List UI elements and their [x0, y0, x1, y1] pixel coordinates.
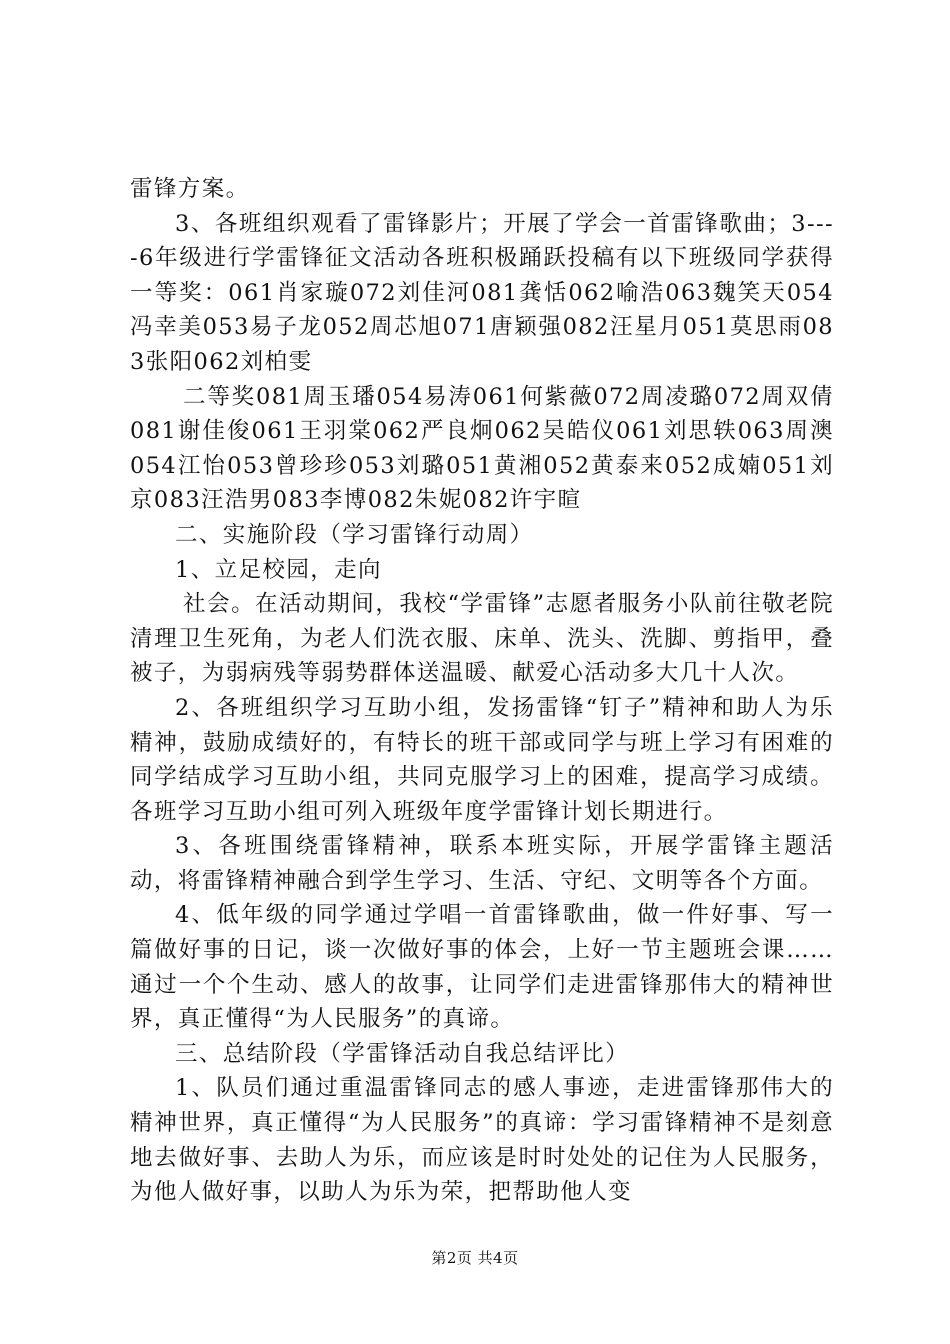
section-heading-implementation: 二、实施阶段（学习雷锋行动周） [175, 521, 534, 548]
paragraph-second-prize: 二等奖081周玉璠054易涛061何紫薇072周凌璐072周双倩081谢佳俊061王羽棠062严良炯062吴皓仪061刘思轶063周澳054江怡053曾珍珍053刘璐051黄湘052黄泰来052成婻051刘京083汪浩男083李博082朱妮082许宇暄 [130, 383, 834, 514]
paragraph-item-3-themes: 3、各班围绕雷锋精神，联系本班实际，开展学雷锋主题活动，将雷锋精神融合到学生学习、生活、守纪、文明等各个方面。 [130, 833, 834, 894]
paragraph-society: 社会。在活动期间，我校“学雷锋”志愿者服务小队前往敬老院清理卫生死角，为老人们洗衣服、床单、洗头、洗脚、剪指甲，叠被子，为弱病残等弱势群体送温暖、献爱心活动多大几十人次。 [130, 591, 834, 687]
document-body [130, 172, 834, 1210]
paragraph-item-4-low-grades: 4、低年级的同学通过学唱一首雷锋歌曲，做一件好事、写一篇做好事的日记，谈一次做好事的体会，上好一节主题班会课……通过一个个生动、感人的故事，让同学们走进雷锋那伟大的精神世界，真正懂得“为人民服务”的真谛。 [130, 902, 834, 1033]
paragraph-item-1-campus: 1、立足校园，走向 [175, 556, 382, 583]
paragraph-item-3-films: 3、各班组织观看了雷锋影片；开展了学会一首雷锋歌曲；3----6年级进行学雷锋征文活动各班积极踊跃投稿有以下班级同学获得一等奖：061肖家璇072刘佳河081龚恬062喻浩063魏笑天054冯幸美053易子龙052周芯旭071唐颖强082汪星月051莫思雨083张阳062刘柏雯 [130, 210, 834, 375]
paragraph-continuation: 雷锋方案。 [130, 176, 250, 202]
paragraph-item-2-study-groups: 2、各班组织学习互助小组，发扬雷锋“钉子”精神和助人为乐精神，鼓励成绩好的，有特长的班干部或同学与班上学习有困难的同学结成学习互助小组，共同克服学习上的困难，提高学习成绩。各班学习互助小组可列入班级年度学雷锋计划长期进行。 [130, 694, 834, 825]
section-heading-summary: 三、总结阶段（学雷锋活动自我总结评比） [175, 1040, 630, 1067]
page-footer: 第2页 共4页 [431, 1249, 519, 1267]
paragraph-item-1-members: 1、队员们通过重温雷锋同志的感人事迹，走进雷锋那伟大的精神世界，真正懂得“为人民服务”的真谛：学习雷锋精神不是刻意地去做好事、去助人为乐，而应该是时时处处的记住为人民服务，为他人做好事，以助人为乐为荣，把帮助他人变 [130, 1075, 834, 1206]
